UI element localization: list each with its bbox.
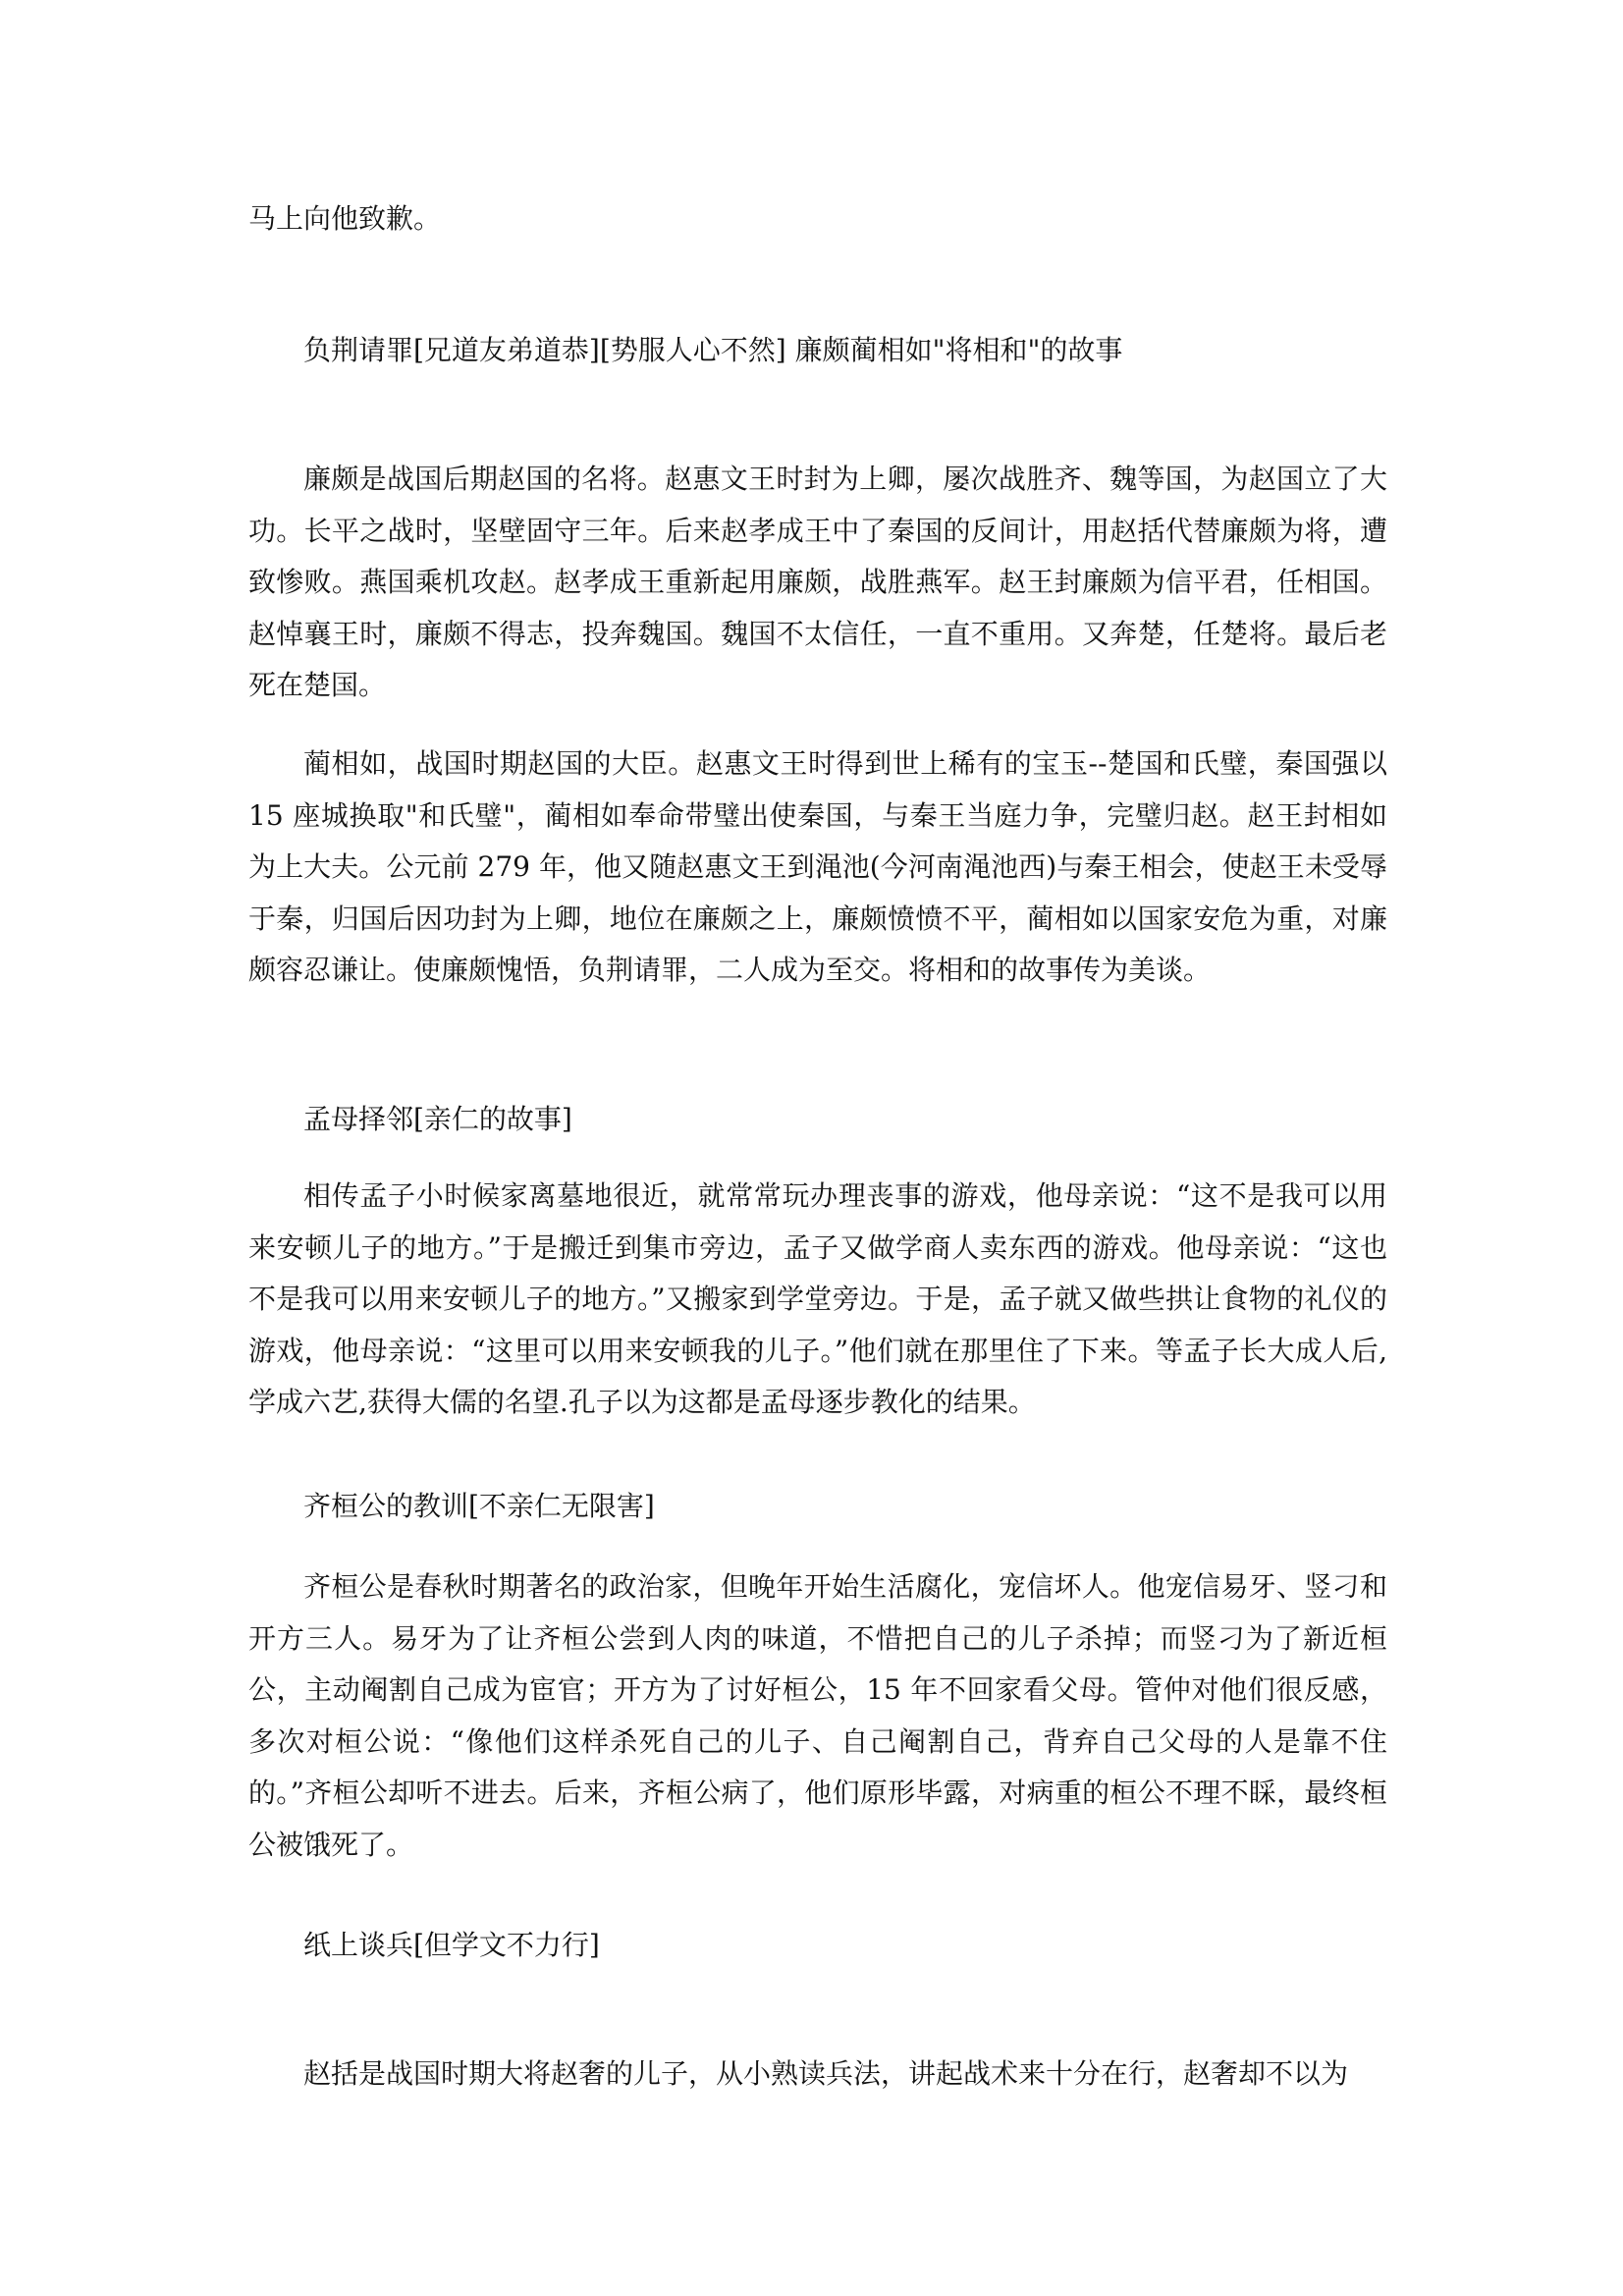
section-heading-fujingqingzui: 负荆请罪[兄道友弟道恭][势服人心不然] 廉颇蔺相如"将相和"的故事 bbox=[303, 334, 1123, 366]
section-heading-zhishangtanbing: 纸上谈兵[但学文不力行] bbox=[303, 1929, 600, 1961]
section-heading-qihuangong: 齐桓公的教训[不亲仁无限害] bbox=[303, 1490, 655, 1522]
paragraph-linxiangru: 蔺相如，战国时期赵国的大臣。赵惠文王时得到世上稀有的宝玉--楚国和氏璧，秦国强以 15 座城换取"和氏璧"，蔺相如奉命带璧出使秦国，与秦王当庭力争，完璧归赵。赵王封相如为上大夫。公元前 279 年，他又随赵惠文王到渑池(今河南渑池西)与秦王相会，使赵王未受辱于秦，归国后因功封为上卿，地位在廉颇之上，廉颇愤愤不平，蔺相如以国家安危为重，对廉颇容忍谦让。使廉颇愧悟，负荆请罪，二人成为至交。将相和的故事传为美谈。 bbox=[248, 747, 1387, 986]
continuation-text: 马上向他致歉。 bbox=[248, 202, 442, 235]
paragraph-qihuangong: 齐桓公是春秋时期著名的政治家，但晚年开始生活腐化，宠信坏人。他宠信易牙、竖刁和开方三人。易牙为了让齐桓公尝到人肉的味道，不惜把自己的儿子杀掉；而竖刁为了新近桓公，主动阉割自己成为宦官；开方为了讨好桓公，15 年不回家看父母。管仲对他们很反感，多次对桓公说：“像他们这样杀死自己的儿子、自己阉割自己，背弃自己父母的人是靠不住的。”齐桓公却听不进去。后来，齐桓公病了，他们原形毕露，对病重的桓公不理不睬，最终桓公被饿死了。 bbox=[248, 1570, 1387, 1861]
paragraph-mengmu: 相传孟子小时候家离墓地很近，就常常玩办理丧事的游戏，他母亲说：“这不是我可以用来安顿儿子的地方。”于是搬迁到集市旁边，孟子又做学商人卖东西的游戏。他母亲说：“这也不是我可以用来安顿儿子的地方。”又搬家到学堂旁边。于是，孟子就又做些拱让食物的礼仪的游戏，他母亲说：“这里可以用来安顿我的儿子。”他们就在那里住了下来。等孟子长大成人后,学成六艺,获得大儒的名望.孔子以为这都是孟母逐步教化的结果。 bbox=[248, 1179, 1387, 1418]
paragraph-lianpo: 廉颇是战国后期赵国的名将。赵惠文王时封为上卿，屡次战胜齐、魏等国，为赵国立了大功。长平之战时，坚壁固守三年。后来赵孝成王中了秦国的反间计，用赵括代替廉颇为将，遭致惨败。燕国乘机攻赵。赵孝成王重新起用廉颇，战胜燕军。赵王封廉颇为信平君，任相国。赵悼襄王时，廉颇不得志，投奔魏国。魏国不太信任，一直不重用。又奔楚，任楚将。最后老死在楚国。 bbox=[248, 463, 1387, 701]
section-heading-mengmuzelin: 孟母择邻[亲仁的故事] bbox=[303, 1103, 572, 1135]
paragraph-zhaokuo: 赵括是战国时期大将赵奢的儿子，从小熟读兵法，讲起战术来十分在行，赵奢却不以为 bbox=[303, 2057, 1349, 2090]
